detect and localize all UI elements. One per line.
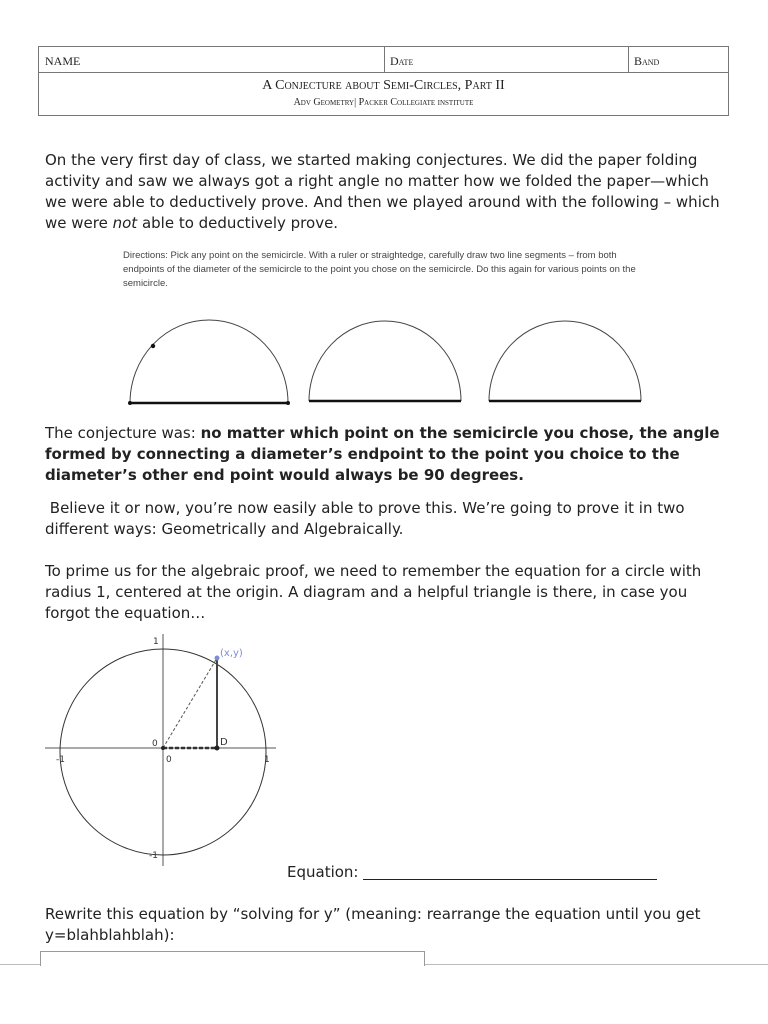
intro-paragraph bbox=[45, 150, 735, 234]
pos-y-label: 1 bbox=[153, 637, 159, 647]
semicircles-figure bbox=[120, 315, 650, 410]
point-xy bbox=[215, 656, 220, 661]
equation-label: Equation: bbox=[287, 863, 359, 881]
conjecture-lead: The conjecture was: bbox=[45, 424, 201, 442]
neg-y-label: -1 bbox=[149, 851, 158, 861]
name-label: NAME bbox=[45, 54, 81, 68]
prime-paragraph: To prime us for the algebraic proof, we need to remember the equation for a circle with radius 1, centered at the origin. A diagram and a helpful triangle is there, in case you forgot the equation… bbox=[45, 562, 702, 622]
chosen-point bbox=[151, 344, 155, 348]
header-table bbox=[38, 46, 729, 116]
intro-emphasis: not bbox=[112, 214, 138, 232]
intro-text-end: able to deductively prove. bbox=[137, 214, 339, 232]
answer-box[interactable] bbox=[40, 951, 425, 966]
origin-tick-label: 0 bbox=[166, 755, 172, 765]
conjecture-statement: no matter which point on the semicircle you chose, the angle formed by connecting a diameter’s endpoint to the point you choice to the diameter’s other end point would always be 90 degrees. bbox=[45, 424, 720, 484]
rewrite-paragraph: Rewrite this equation by “solving for y” (meaning: rearrange the equation until you get y=blahblahblah): bbox=[45, 905, 701, 944]
date-label: Date bbox=[390, 54, 414, 68]
semicircle-2 bbox=[309, 321, 461, 401]
conjecture-paragraph bbox=[45, 423, 735, 486]
d-label: D bbox=[220, 737, 228, 748]
header-row bbox=[39, 47, 728, 73]
pos-x-label: 1 bbox=[264, 755, 270, 765]
semicircle-3 bbox=[489, 321, 641, 401]
intro-text: On the very first day of class, we started making conjectures. We did the paper folding activity and saw we always got a right angle no matter how we folded the paper—which we were able to deductively prove. And then we played around with the following – which we were bbox=[45, 151, 720, 232]
origin-label: 0 bbox=[152, 739, 158, 749]
prove-paragraph: Believe it or now, you’re now easily able to prove this. We’re going to prove it in two different ways: Geometrically and Algebraically. bbox=[45, 499, 690, 538]
radius-line bbox=[163, 658, 217, 748]
directions-text: Directions: Pick any point on the semicircle. With a ruler or straightedge, carefully draw two line segments – from both endpoints of the diameter of the semicircle to the point you chose on the semicircle. Do this again for various points on the semicircle. bbox=[123, 250, 636, 289]
equation-answer-line[interactable] bbox=[363, 879, 657, 880]
point-xy-label: (x,y) bbox=[220, 648, 243, 659]
unit-circle-diagram bbox=[40, 632, 280, 872]
semicircle-1 bbox=[128, 320, 290, 405]
band-label: Band bbox=[634, 54, 660, 68]
neg-x-label: -1 bbox=[56, 755, 65, 765]
worksheet-title: A Conjecture about Semi-Circles, Part II bbox=[262, 78, 505, 93]
worksheet-subtitle: Adv Geometry| Packer Collegiate institute bbox=[293, 97, 474, 108]
